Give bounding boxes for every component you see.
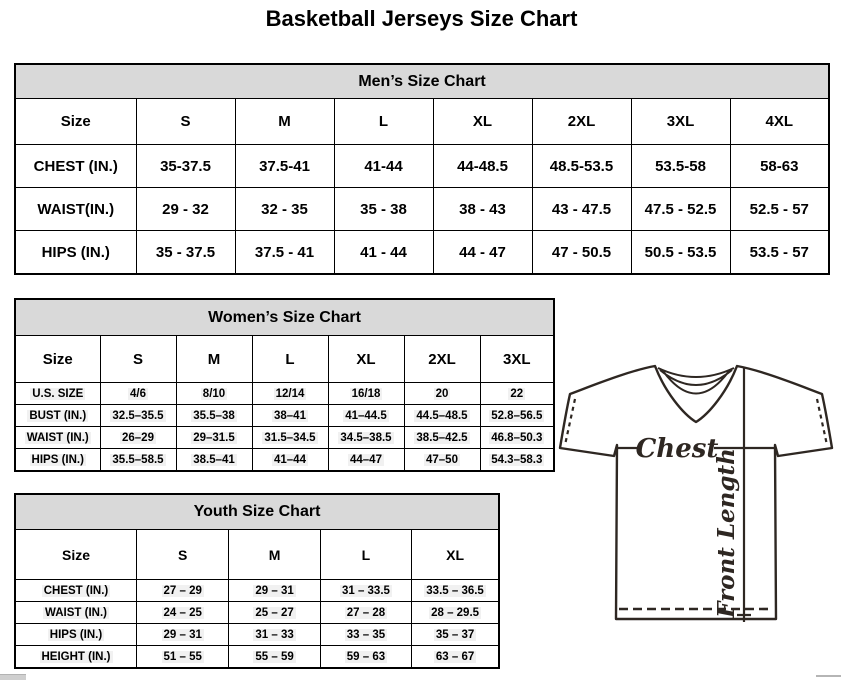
cell-text: 59 – 63 — [346, 650, 386, 663]
mens-table-title: Men’s Size Chart — [15, 64, 829, 99]
cell-value — [480, 383, 554, 405]
table-row — [15, 602, 499, 624]
cell-text: 24 – 25 — [163, 606, 202, 619]
corner-label: Size — [15, 336, 100, 383]
cell-value — [252, 405, 328, 427]
cell-value: 50.5 - 53.5 — [631, 231, 730, 275]
cell-text: 4/6 — [130, 387, 146, 400]
cell-text: 44.5–48.5 — [416, 409, 468, 422]
cell-value — [328, 383, 404, 405]
cell-text: 28 – 29.5 — [431, 606, 480, 619]
youth-table-header — [15, 494, 499, 530]
column-header: S — [137, 530, 229, 580]
cell-value — [328, 449, 404, 472]
cell-value — [320, 624, 411, 646]
cell-text: 31 – 33 — [255, 628, 294, 641]
cell-value — [328, 427, 404, 449]
row-label — [15, 427, 100, 449]
cell-value: 37.5 - 41 — [235, 231, 334, 275]
cell-text: 51 – 55 — [163, 650, 202, 663]
cell-text: 52.8–56.5 — [491, 409, 543, 422]
cell-text: 29–31.5 — [193, 431, 235, 444]
cell-text: 8/10 — [202, 387, 226, 400]
table-row — [15, 624, 499, 646]
cell-value — [229, 580, 320, 602]
mens-size-table — [14, 63, 830, 275]
row-label — [15, 383, 100, 405]
cell-text: 41–44.5 — [345, 409, 387, 422]
cell-value — [100, 383, 176, 405]
collar-band-lines — [658, 368, 734, 394]
cell-text: 35.5–38 — [193, 409, 235, 422]
cell-value: 37.5-41 — [235, 145, 334, 188]
cell-value — [480, 427, 554, 449]
row-label-text: HIPS (IN.) — [49, 628, 103, 641]
womens-table-header — [15, 299, 554, 336]
cell-value: 41 - 44 — [334, 231, 433, 275]
row-label-text: HIPS (IN.) — [31, 453, 84, 466]
cell-value — [412, 580, 499, 602]
cell-value — [176, 427, 252, 449]
womens-size-header-row — [15, 336, 554, 383]
cell-value — [320, 602, 411, 624]
column-header: S — [136, 99, 235, 145]
cell-text: 27 – 28 — [346, 606, 386, 619]
cell-text: 33 – 35 — [346, 628, 386, 641]
column-header: XL — [328, 336, 404, 383]
cell-value — [252, 427, 328, 449]
row-label-text: CHEST (IN.) — [43, 584, 109, 597]
cell-text: 29 – 31 — [255, 584, 294, 597]
cell-value: 48.5-53.5 — [532, 145, 631, 188]
cell-value — [412, 646, 499, 669]
cell-value — [404, 383, 480, 405]
cell-text: 38–41 — [274, 409, 306, 422]
front-length-label: Front Length — [713, 448, 740, 618]
cell-text: 55 – 59 — [255, 650, 294, 663]
cell-text: 54.3–58.3 — [491, 453, 543, 466]
cell-value: 41-44 — [334, 145, 433, 188]
bottom-left-edge-fragment — [0, 674, 26, 680]
cell-text: 46.8–50.3 — [491, 431, 543, 444]
cell-value: 29 - 32 — [136, 188, 235, 231]
youth-size-header-row — [15, 530, 499, 580]
table-row — [15, 188, 829, 231]
cell-value: 52.5 - 57 — [730, 188, 829, 231]
table-row — [15, 405, 554, 427]
jersey-outline — [560, 366, 832, 619]
cell-value: 58-63 — [730, 145, 829, 188]
cell-value — [176, 449, 252, 472]
table-row — [15, 449, 554, 472]
cell-value: 44-48.5 — [433, 145, 532, 188]
chest-label: Chest — [635, 434, 719, 464]
mens-size-header-row — [15, 99, 829, 145]
cell-value — [412, 624, 499, 646]
cell-value — [404, 449, 480, 472]
cell-text: 38.5–42.5 — [416, 431, 468, 444]
column-header: 3XL — [480, 336, 554, 383]
row-label-text: HEIGHT (IN.) — [41, 650, 111, 663]
row-label-text: WAIST (IN.) — [26, 431, 89, 444]
row-label-text: BUST (IN.) — [29, 409, 87, 422]
column-header: L — [334, 99, 433, 145]
cell-value: 53.5-58 — [631, 145, 730, 188]
row-label — [15, 405, 100, 427]
cell-value — [404, 405, 480, 427]
cell-text: 27 – 29 — [163, 584, 202, 597]
table-row — [15, 231, 829, 275]
column-header: S — [100, 336, 176, 383]
youth-size-table — [14, 493, 500, 669]
column-header: XL — [412, 530, 499, 580]
cell-value — [404, 427, 480, 449]
cell-text: 16/18 — [351, 387, 381, 400]
cell-value: 35-37.5 — [136, 145, 235, 188]
column-header: M — [176, 336, 252, 383]
corner-label: Size — [15, 99, 136, 145]
row-label — [15, 580, 137, 602]
table-row — [15, 646, 499, 669]
row-label — [15, 449, 100, 472]
cell-value: 35 - 37.5 — [136, 231, 235, 275]
row-label — [15, 646, 137, 669]
cell-text: 33.5 – 36.5 — [426, 584, 484, 597]
cell-value — [100, 449, 176, 472]
cell-text: 63 – 67 — [435, 650, 475, 663]
row-label-text: U.S. SIZE — [32, 387, 84, 400]
cell-value: 43 - 47.5 — [532, 188, 631, 231]
row-label: WAIST(IN.) — [15, 188, 136, 231]
cell-text: 35 – 37 — [435, 628, 475, 641]
cell-value — [412, 602, 499, 624]
column-header: L — [320, 530, 411, 580]
cell-value: 44 - 47 — [433, 231, 532, 275]
cell-value — [328, 405, 404, 427]
mens-table-header — [15, 64, 829, 99]
row-label: HIPS (IN.) — [15, 231, 136, 275]
cell-value — [480, 449, 554, 472]
cell-text: 34.5–38.5 — [340, 431, 392, 444]
column-header: M — [229, 530, 320, 580]
cell-value — [229, 646, 320, 669]
cell-value: 53.5 - 57 — [730, 231, 829, 275]
table-row — [15, 427, 554, 449]
womens-size-table — [14, 298, 555, 472]
cell-value — [176, 405, 252, 427]
womens-table-title: Women’s Size Chart — [15, 299, 554, 336]
cell-value — [100, 427, 176, 449]
cell-text: 12/14 — [275, 387, 305, 400]
page-title: Basketball Jerseys Size Chart — [265, 6, 578, 31]
cell-text: 38.5–41 — [193, 453, 235, 466]
cell-value — [320, 580, 411, 602]
column-header: 2XL — [404, 336, 480, 383]
cell-value — [176, 383, 252, 405]
cell-value — [137, 624, 229, 646]
cell-value — [320, 646, 411, 669]
cell-value — [100, 405, 176, 427]
cell-text: 26–29 — [122, 431, 154, 444]
cell-text: 31.5–34.5 — [264, 431, 316, 444]
column-header: 4XL — [730, 99, 829, 145]
cell-value — [229, 602, 320, 624]
cell-value: 47.5 - 52.5 — [631, 188, 730, 231]
column-header: M — [235, 99, 334, 145]
cell-text: 47–50 — [426, 453, 458, 466]
column-header: 2XL — [532, 99, 631, 145]
cell-value: 35 - 38 — [334, 188, 433, 231]
table-row — [15, 145, 829, 188]
cell-text: 41–44 — [274, 453, 306, 466]
corner-label: Size — [15, 530, 137, 580]
jersey-measurement-diagram — [550, 358, 842, 633]
cell-text: 25 – 27 — [255, 606, 294, 619]
bottom-right-edge-fragment — [816, 675, 841, 677]
row-label — [15, 624, 137, 646]
row-label: CHEST (IN.) — [15, 145, 136, 188]
cell-value — [137, 602, 229, 624]
cell-value: 32 - 35 — [235, 188, 334, 231]
cell-value — [137, 646, 229, 669]
column-header: 3XL — [631, 99, 730, 145]
row-label — [15, 602, 137, 624]
cell-value — [137, 580, 229, 602]
cell-text: 20 — [435, 387, 449, 400]
cell-text: 35.5–58.5 — [112, 453, 164, 466]
row-label-text: WAIST (IN.) — [45, 606, 107, 619]
column-header: L — [252, 336, 328, 383]
cell-value — [480, 405, 554, 427]
cell-value — [252, 383, 328, 405]
cell-value — [229, 624, 320, 646]
cell-text: 31 – 33.5 — [341, 584, 390, 597]
cell-value — [252, 449, 328, 472]
table-row — [15, 383, 554, 405]
cell-text: 22 — [510, 387, 524, 400]
youth-table-title: Youth Size Chart — [15, 494, 499, 530]
cell-value: 47 - 50.5 — [532, 231, 631, 275]
column-header: XL — [433, 99, 532, 145]
cell-text: 44–47 — [350, 453, 382, 466]
cell-text: 29 – 31 — [163, 628, 202, 641]
cell-text: 32.5–35.5 — [112, 409, 164, 422]
cell-value: 38 - 43 — [433, 188, 532, 231]
table-row — [15, 580, 499, 602]
